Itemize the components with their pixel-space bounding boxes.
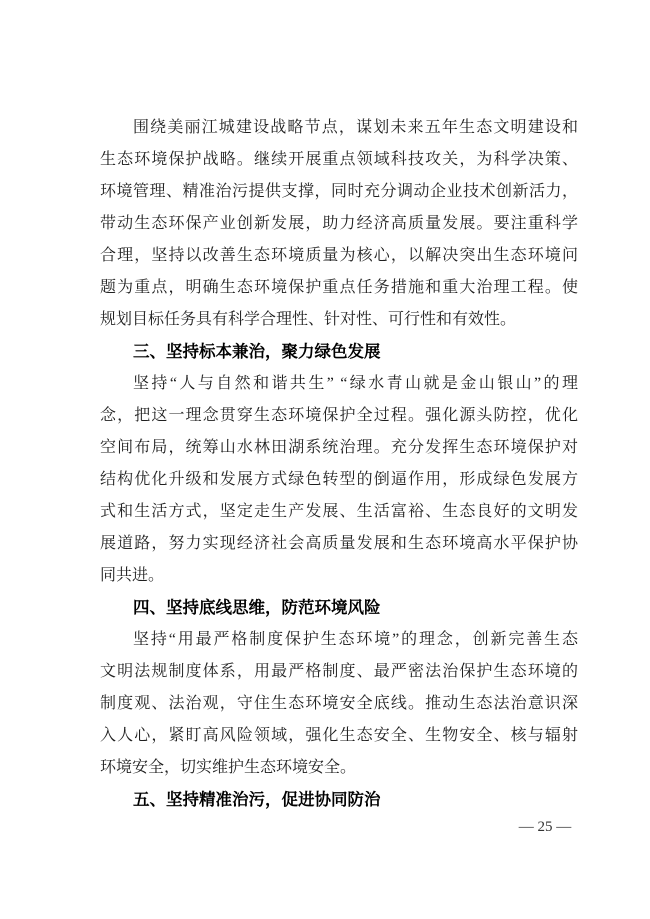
paragraph-line: 同共进。 bbox=[100, 567, 165, 584]
paragraph-line: 展道路，努力实现经济社会高质量发展和生态环境高水平保护协 bbox=[100, 535, 578, 552]
paragraph-line: 结构优化升级和发展方式绿色转型的倒逼作用，形成绿色发展方 bbox=[100, 471, 578, 488]
paragraph-line: 入人心，紧盯高风险领域，强化生态安全、生物安全、核与辐射 bbox=[100, 727, 578, 744]
paragraph-line: 围绕美丽江城建设战略节点，谋划未来五年生态文明建设和 bbox=[133, 119, 578, 136]
paragraph-line: 题为重点，明确生态环境保护重点任务措施和重大治理工程。使 bbox=[100, 279, 578, 296]
paragraph-line: 坚持“人与自然和谐共生” “绿水青山就是金山银山”的理 bbox=[133, 375, 578, 392]
paragraph-line: 合理，坚持以改善生态环境质量为核心，以解决突出生态环境问 bbox=[100, 247, 578, 264]
section-heading-5: 五、坚持精准治污，促进协同防治 bbox=[133, 791, 381, 809]
paragraph-line: 环境管理、精准治污提供支撑，同时充分调动企业技术创新活力， bbox=[100, 183, 578, 200]
paragraph-line: 式和生活方式，坚定走生产发展、生活富裕、生态良好的文明发 bbox=[100, 503, 578, 520]
paragraph-line: 带动生态环保产业创新发展，助力经济高质量发展。要注重科学 bbox=[100, 215, 578, 232]
paragraph-line: 环境安全，切实维护生态环境安全。 bbox=[100, 759, 357, 776]
section-heading-4: 四、坚持底线思维，防范环境风险 bbox=[133, 599, 381, 617]
page-number: — 25 — bbox=[518, 819, 572, 835]
paragraph-line: 坚持“用最严格制度保护生态环境”的理念，创新完善生态 bbox=[133, 631, 578, 648]
text-block bbox=[100, 112, 578, 816]
paragraph-line: 规划目标任务具有科学合理性、针对性、可行性和有效性。 bbox=[100, 311, 517, 328]
paragraph-line: 生态环境保护战略。继续开展重点领域科技攻关，为科学决策、 bbox=[100, 151, 578, 168]
paragraph-line: 制度观、法治观，守住生态环境安全底线。推动生态法治意识深 bbox=[100, 695, 578, 712]
paragraph-line: 文明法规制度体系，用最严格制度、最严密法治保护生态环境的 bbox=[100, 663, 578, 680]
paragraph-line: 空间布局，统筹山水林田湖系统治理。充分发挥生态环境保护对 bbox=[100, 439, 578, 456]
paragraph-line: 念，把这一理念贯穿生态环境保护全过程。强化源头防控，优化 bbox=[100, 407, 578, 424]
section-heading-3: 三、坚持标本兼治，聚力绿色发展 bbox=[133, 343, 381, 361]
